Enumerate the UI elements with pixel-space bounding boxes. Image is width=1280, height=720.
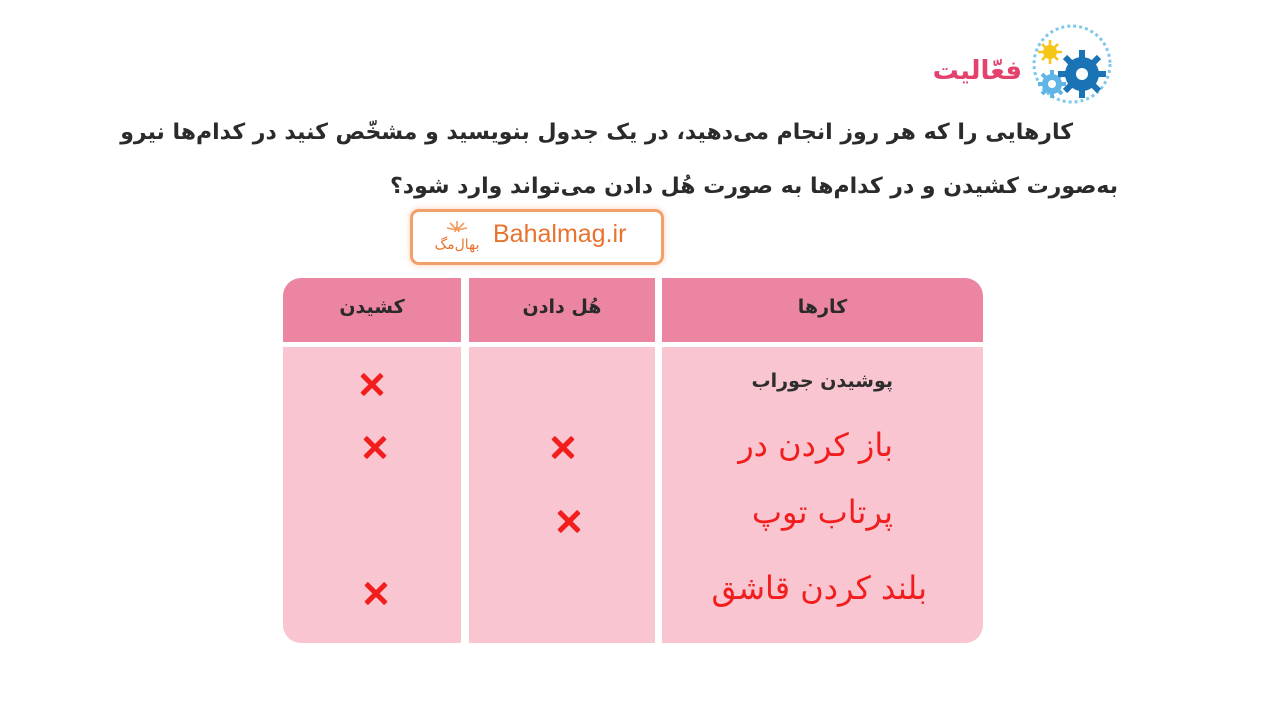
gears-icon — [1030, 22, 1116, 108]
header-tasks: کارها — [662, 278, 983, 342]
task-cell: پرتاب توپ — [751, 493, 893, 531]
svg-text:بهال‌مگ: بهال‌مگ — [434, 237, 480, 253]
cross-mark-icon — [363, 581, 389, 607]
question-line-1: کارهایی را که هر روز انجام می‌دهید، در یک جدول بنویسید و مشخّص کنید در کدام‌ها نیرو — [120, 120, 1073, 145]
cross-mark-icon — [556, 509, 582, 535]
activity-header — [930, 22, 1120, 112]
watermark-text: Bahalmag.ir — [493, 220, 627, 248]
header-push: هُل دادن — [469, 278, 655, 342]
header-pull: کشیدن — [283, 278, 461, 342]
cross-mark-icon — [362, 435, 388, 461]
force-table — [283, 278, 983, 643]
cross-mark-icon — [550, 435, 576, 461]
activity-title: فعّالیت — [932, 56, 1022, 86]
cross-mark-icon — [359, 372, 385, 398]
task-cell: پوشیدن جوراب — [751, 370, 893, 392]
question-line-2: به‌صورت کشیدن و در کدام‌ها به صورت هُل دادن می‌تواند وارد شود؟ — [390, 174, 1118, 199]
watermark-banner — [410, 209, 664, 265]
column-push — [469, 347, 655, 643]
bahalmag-logo-icon — [425, 218, 489, 256]
task-cell: بلند کردن قاشق — [711, 569, 927, 607]
task-cell: باز کردن در — [738, 426, 893, 464]
question-text — [120, 106, 1118, 214]
